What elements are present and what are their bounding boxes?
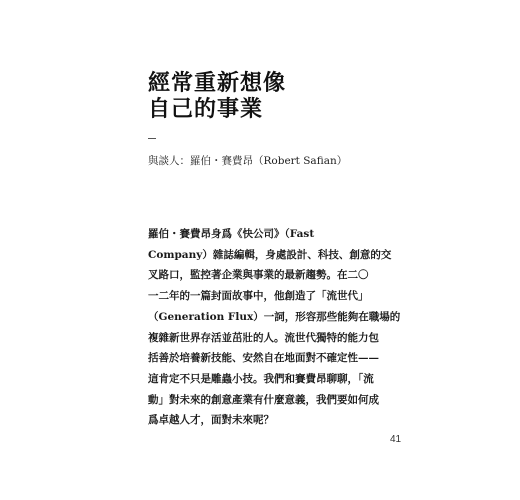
chapter-title-line-2: 自己的事業 (148, 97, 264, 122)
paragraph-line: 動」對未來的創意產業有什麼意義，我們要如何成 (148, 393, 379, 406)
paragraph-line: 這肯定不只是雕蟲小技。我們和賽費昂聊聊，「流 (148, 372, 374, 385)
page-number: 41 (390, 434, 402, 445)
paragraph-line: Company）雜誌編輯，身處設計、科技、創意的交 (148, 248, 392, 261)
paragraph-line: 爲卓越人才，面對未來呢？ (148, 414, 274, 427)
chapter-title-line-1: 經常重新想像 (148, 71, 287, 96)
paragraph-line: 一二年的一篇封面故事中，他創造了「流世代」 (148, 290, 369, 303)
paragraph-line: 複雜新世界存活並茁壯的人。流世代獨特的能力包 (148, 331, 379, 344)
intro-paragraph (148, 224, 401, 431)
paragraph-line: （Generation Flux）一詞，形容那些能夠在職場的 (148, 310, 401, 323)
separator-dash (148, 138, 156, 139)
paragraph-line: 括善於培養新技能、安然自在地面對不確定性—— (148, 352, 379, 365)
participants-line: 與談人：羅伯・賽費昂（Robert Safian） (148, 155, 348, 167)
paragraph-line: 叉路口，監控著企業與事業的最新趨勢。在二〇 (148, 269, 369, 282)
paragraph-line: 羅伯・賽費昂身爲《快公司》（Fast (148, 228, 315, 240)
